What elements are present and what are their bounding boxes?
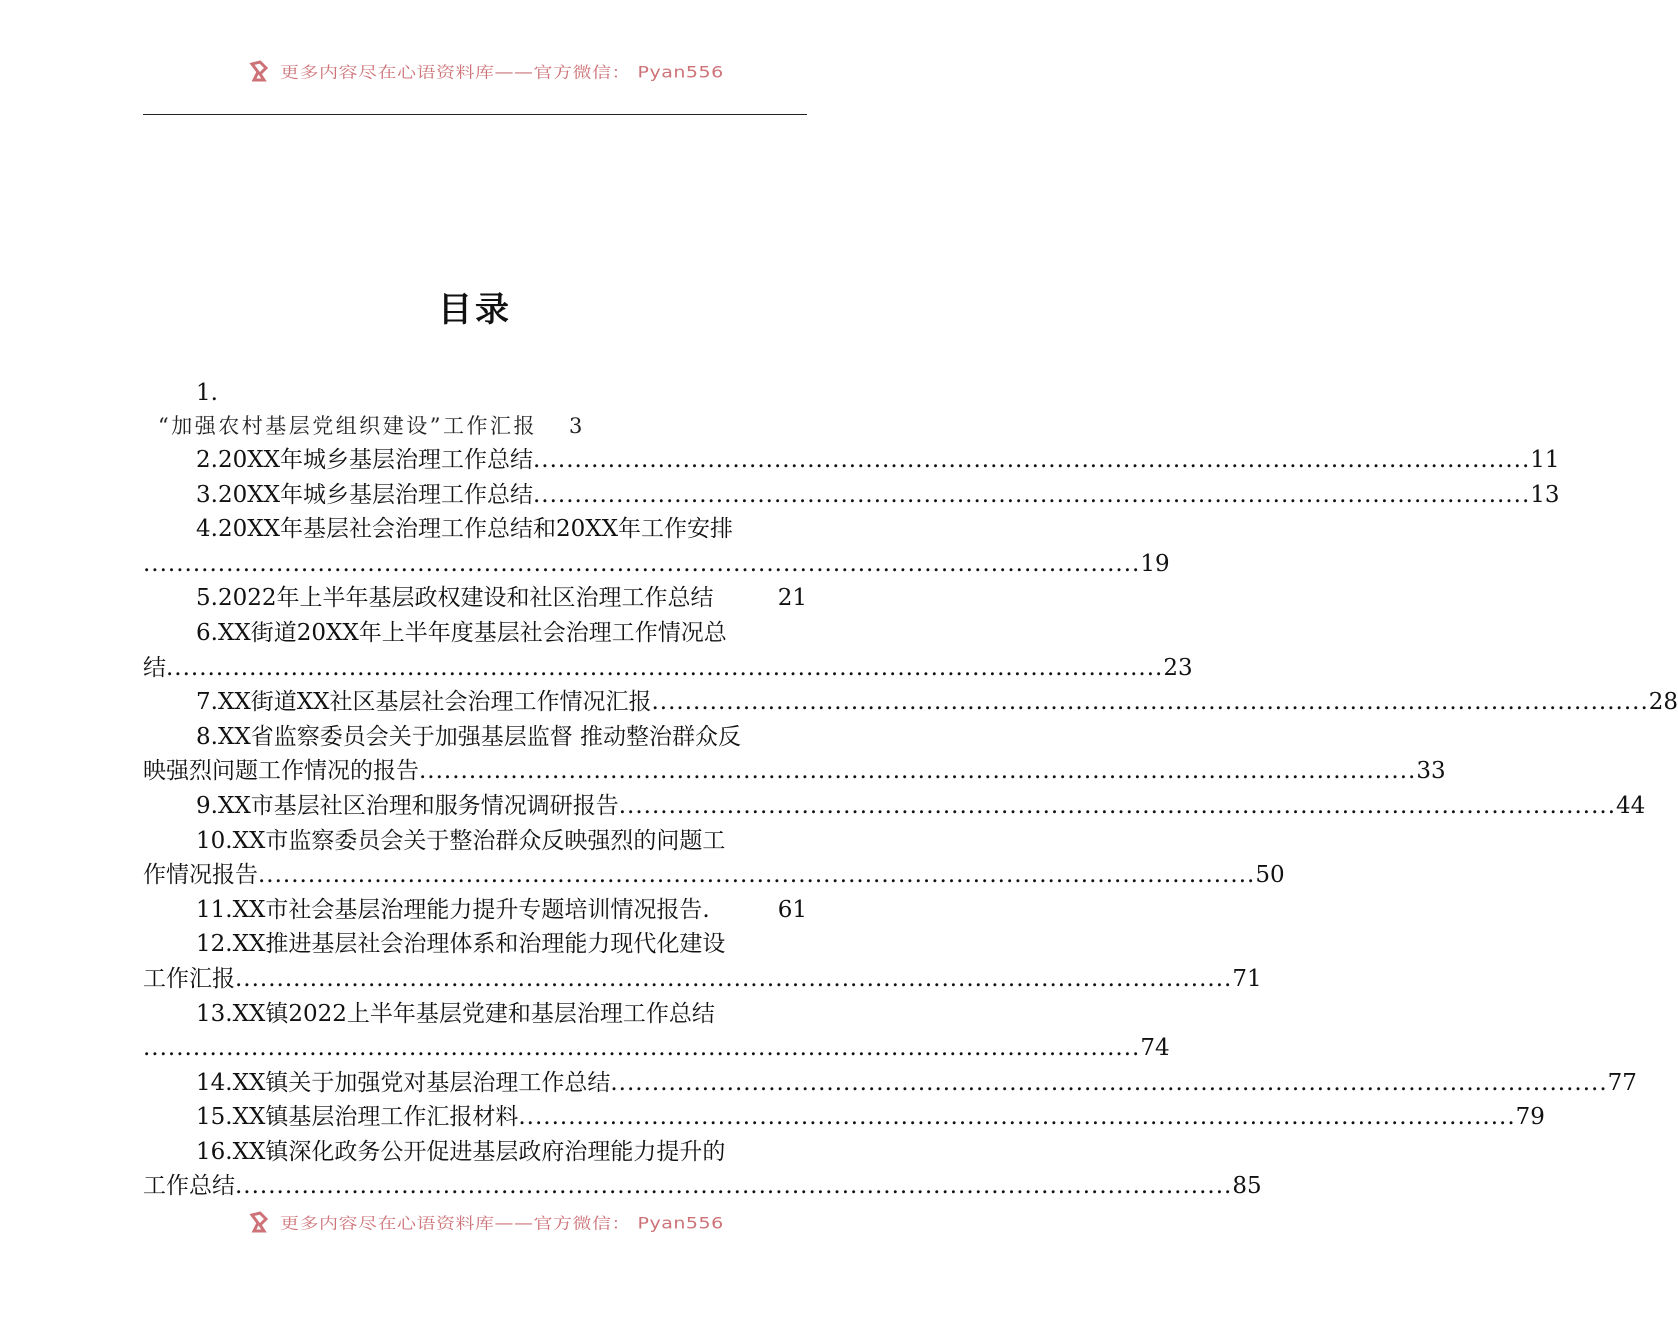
toc-leader-dots: ........................................................................................................................ — [532, 447, 1531, 473]
toc-line[interactable] — [143, 720, 807, 755]
toc-line[interactable] — [143, 1100, 1545, 1135]
toc-page-number: 71 — [1232, 965, 1262, 992]
toc-line[interactable] — [143, 927, 807, 962]
header-divider — [143, 114, 807, 115]
toc-page-number: 79 — [1515, 1104, 1545, 1131]
toc-line-text: 3.20XX年城乡基层治理工作总结 — [196, 481, 533, 508]
toc-line-text: 映强烈问题工作情况的报告 — [143, 758, 419, 785]
toc-page-number: 33 — [1416, 758, 1446, 785]
toc-line-text: 14.XX镇关于加强党对基层治理工作总结 — [196, 1069, 611, 1096]
toc-page-number: 61 — [777, 896, 807, 923]
toc-line[interactable] — [143, 858, 1285, 893]
toc-page-number: 19 — [1140, 550, 1170, 577]
toc-page-number: 23 — [1163, 654, 1193, 681]
toc-entry-1-number: 1. — [196, 380, 218, 406]
toc-line[interactable] — [143, 651, 1193, 686]
toc-line-text: 作情况报告 — [143, 862, 258, 889]
toc-leader-dots: ........................................................................................................................ — [618, 792, 1617, 819]
toc-line-text: 工作总结 — [143, 1173, 235, 1200]
toc-page-number: 21 — [777, 585, 807, 612]
toc-line-text: 13.XX镇2022上半年基层党建和基层治理工作总结 — [196, 1000, 715, 1027]
toc-line[interactable] — [143, 962, 1262, 997]
toc-spacer — [143, 376, 807, 443]
toc-line[interactable] — [143, 512, 807, 547]
logo-icon — [248, 1209, 274, 1235]
toc-leader-dots: ........................................................................................................................ — [532, 481, 1531, 508]
toc-leader-dots: ........................................................................................................................ — [143, 550, 1141, 577]
toc-line-text: 8.XX省监察委员会关于加强基层监督 推动整治群众反 — [196, 723, 742, 750]
toc-page-number: 44 — [1616, 792, 1646, 819]
toc-line-text: 16.XX镇深化政务公开促进基层政府治理能力提升的 — [196, 1138, 726, 1165]
watermark-text: 更多内容尽在心语资料库——官方微信： Pyan556 — [280, 63, 724, 82]
watermark-footer — [248, 1207, 724, 1237]
toc-line[interactable] — [143, 478, 1560, 513]
toc-leader-dots: ........................................................................................................................ — [235, 1173, 1233, 1200]
toc-line[interactable] — [143, 789, 1646, 824]
toc-line[interactable] — [143, 1031, 1170, 1066]
toc-leader-dots: ........................................................................................................................ — [518, 1104, 1516, 1131]
toc-leader-dots: ........................................................................................................................ — [258, 862, 1256, 889]
toc-line[interactable] — [143, 581, 807, 616]
toc-page-number: 85 — [1232, 1173, 1262, 1200]
toc-line[interactable] — [143, 443, 1560, 478]
logo-icon — [248, 58, 274, 84]
toc-page-number: 74 — [1140, 1035, 1170, 1062]
toc-page-number: 11 — [1530, 447, 1560, 473]
toc-page-number: 50 — [1255, 862, 1285, 889]
toc-page-number: 28 — [1648, 689, 1678, 716]
table-of-contents — [143, 376, 1678, 1204]
toc-line-text: 9.XX市基层社区治理和服务情况调研报告 — [196, 792, 619, 819]
watermark-header — [248, 56, 724, 86]
toc-line[interactable] — [143, 893, 807, 928]
toc-line[interactable] — [143, 1135, 807, 1170]
toc-leader-dots: ........................................................................................................................ — [166, 654, 1164, 681]
toc-line-text: 5.2022年上半年基层政权建设和社区治理工作总结 — [196, 585, 714, 612]
toc-line[interactable] — [143, 616, 807, 651]
toc-leader-dots: ........................................................................................................................ — [143, 1035, 1141, 1062]
toc-line[interactable] — [143, 685, 1678, 720]
toc-line[interactable] — [143, 754, 1446, 789]
toc-line-text: 工作汇报 — [143, 965, 235, 992]
toc-line-text: 12.XX推进基层社会治理体系和治理能力现代化建设 — [196, 931, 726, 958]
toc-leader-dots: ........................................................................................................................ — [235, 965, 1233, 992]
toc-leader-dots: ........................................................................................................................ — [610, 1069, 1608, 1096]
watermark-text: 更多内容尽在心语资料库——官方微信： Pyan556 — [280, 1214, 724, 1233]
toc-page-number: 77 — [1607, 1069, 1637, 1096]
toc-page-number: 13 — [1530, 481, 1560, 508]
toc-line[interactable] — [143, 824, 807, 859]
toc-line[interactable] — [143, 1066, 1637, 1101]
toc-line[interactable] — [143, 547, 1170, 582]
toc-line[interactable] — [143, 1169, 1262, 1204]
toc-line-text: 6.XX街道20XX年上半年度基层社会治理工作情况总 — [196, 619, 727, 646]
toc-line-text: 10.XX市监察委员会关于整治群众反映强烈的问题工 — [196, 827, 726, 854]
page-title: 目录 — [438, 290, 512, 330]
toc-line-text: 11.XX市社会基层治理能力提升专题培训情况报告. — [196, 896, 710, 923]
toc-entry-1-page: 3 — [568, 414, 585, 438]
toc-line-text: 15.XX镇基层治理工作汇报材料 — [196, 1104, 519, 1131]
toc-line-text: 7.XX街道XX社区基层社会治理工作情况汇报 — [196, 689, 652, 716]
toc-leader-dots: ........................................................................................................................ — [419, 758, 1417, 785]
toc-line[interactable] — [143, 997, 807, 1032]
toc-line-text: 4.20XX年基层社会治理工作总结和20XX年工作安排 — [196, 516, 733, 543]
toc-entry-1-title: “加强农村基层党组织建设”工作汇报 — [158, 414, 537, 438]
toc-line-text: 2.20XX年城乡基层治理工作总结 — [196, 447, 533, 473]
toc-line-text: 结 — [143, 654, 166, 681]
toc-leader-dots: ........................................................................................................................ — [651, 689, 1649, 716]
